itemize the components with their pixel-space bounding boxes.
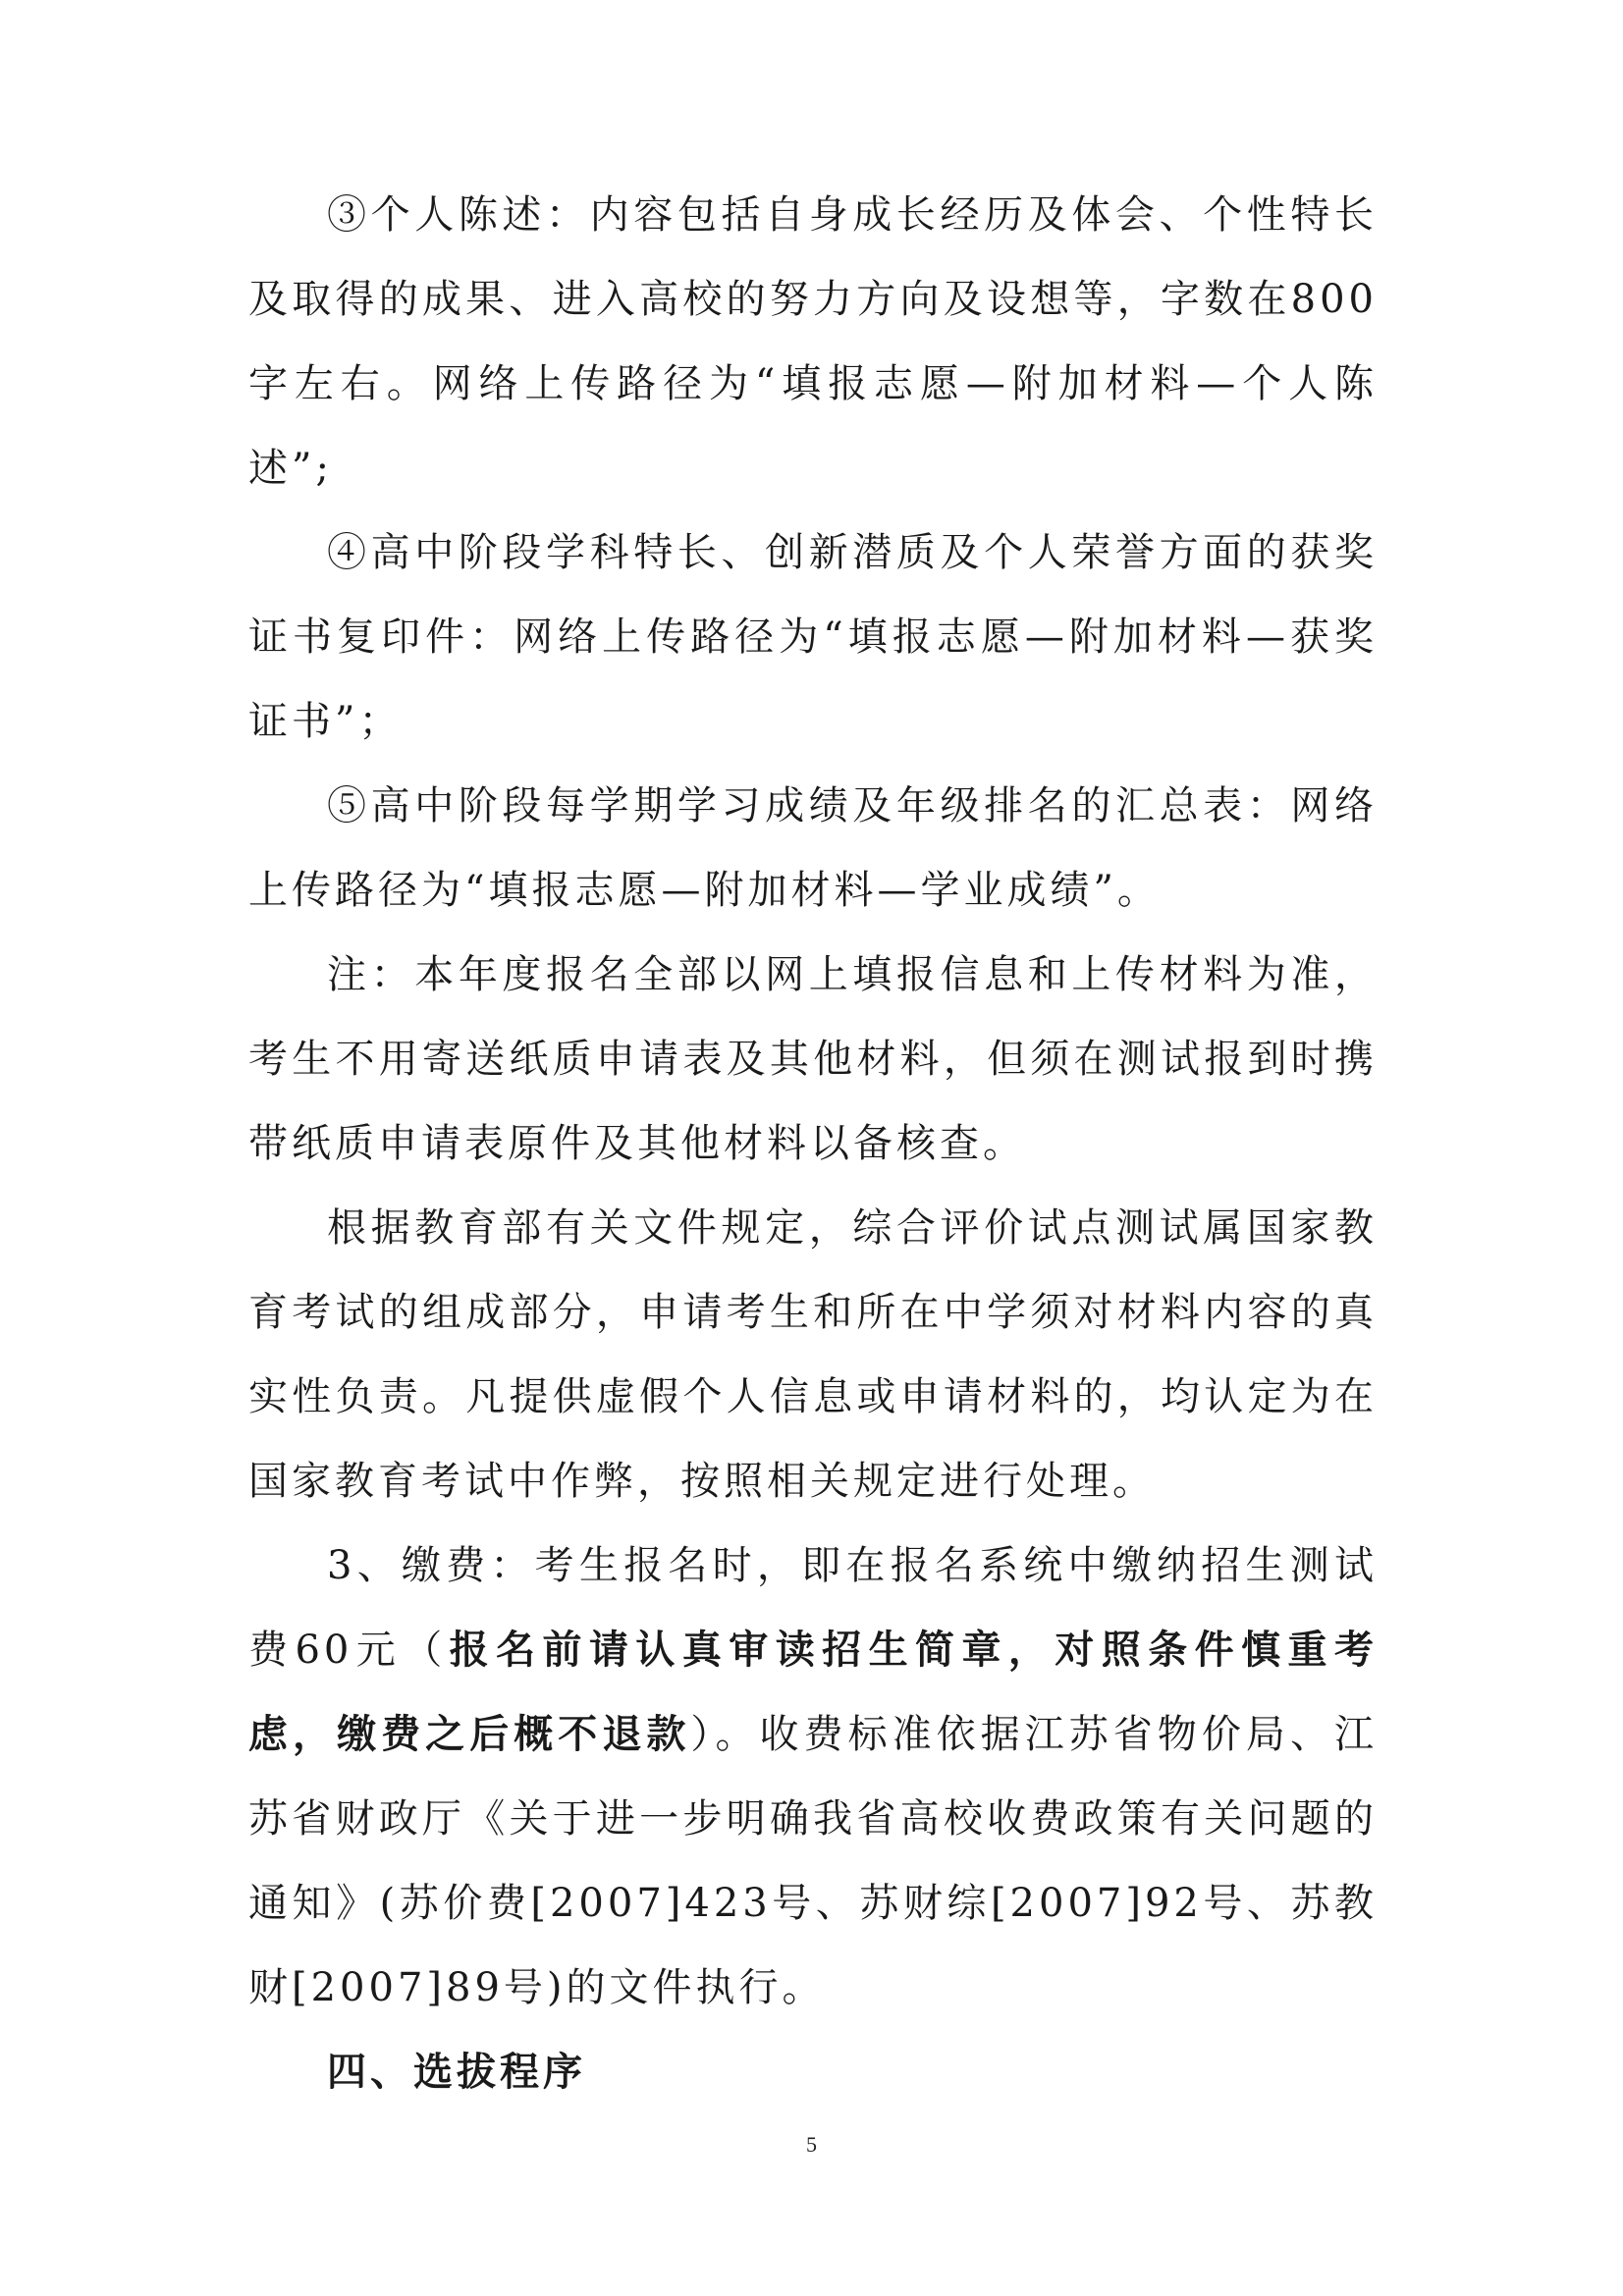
document-body — [248, 173, 1378, 2114]
section-heading: 四、选拔程序 — [327, 2050, 586, 2095]
fee-text-start: 3、缴费：考生报名时，即在报名系统中缴纳招生测试费60元（ — [248, 1543, 1378, 1673]
paragraph-personal-statement: ③个人陈述：内容包括自身成长经历及体会、个性特长及取得的成果、进入高校的努力方向及设想等，字数在800字左右。网络上传路径为“填报志愿—附加材料—个人陈述”; — [248, 192, 1378, 491]
fee-warning-bold: 报名前请认真审读招生简章，对照条件慎重考虑，缴费之后概不退款 — [248, 1627, 1378, 1757]
page-number: 5 — [806, 2132, 817, 2157]
paragraph-academic-scores: ⑤高中阶段每学期学习成绩及年级排名的汇总表：网络上传路径为“填报志愿—附加材料—学业成绩”。 — [248, 783, 1378, 913]
paragraph-note: 注：本年度报名全部以网上填报信息和上传材料为准，考生不用寄送纸质申请表及其他材料，但须在测试报到时携带纸质申请表原件及其他材料以备核查。 — [248, 952, 1378, 1166]
paragraph-fee — [248, 1523, 1378, 2030]
paragraph-regulation: 根据教育部有关文件规定，综合评价试点测试属国家教育考试的组成部分，申请考生和所在中学须对材料内容的真实性负责。凡提供虚假个人信息或申请材料的，均认定为在国家教育考试中作弊，按照相关规定进行处理。 — [248, 1205, 1378, 1504]
paragraph-award-certificates: ④高中阶段学科特长、创新潜质及个人荣誉方面的获奖证书复印件：网络上传路径为“填报志愿—附加材料—获奖证书”； — [248, 530, 1378, 744]
fee-text-end: ）。收费标准依据江苏省物价局、江苏省财政厅《关于进一步明确我省高校收费政策有关问题的通知》(苏价费[2007]423号、苏财综[2007]92号、苏教财[2007]89号)的文件执行。 — [248, 1712, 1379, 2010]
